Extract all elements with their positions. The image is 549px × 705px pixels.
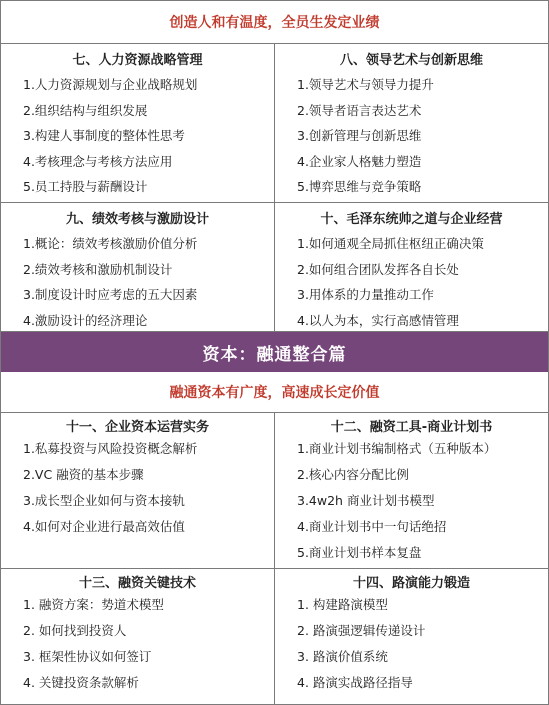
module-financing-tech xyxy=(1,569,275,704)
module-items xyxy=(1,436,274,540)
list-item: 1.私募投资与风险投资概念解析 xyxy=(23,441,198,456)
list-item: 5.商业计划书样本复盘 xyxy=(297,545,422,560)
list-item: 4.考核理念与考核方法应用 xyxy=(23,153,173,169)
section-band: 资本：融通整合篇 xyxy=(1,332,548,372)
top-slogan: 创造人和有温度，全员生发定业绩 xyxy=(1,1,548,44)
module-business-plan xyxy=(275,413,548,569)
list-item: 3.创新管理与创新思维 xyxy=(297,128,422,143)
part1-grid xyxy=(1,44,548,332)
list-item: 3.用体系的力量推动工作 xyxy=(297,287,434,302)
list-item: 4.商业计划书中一句话绝招 xyxy=(297,519,447,534)
list-item: 2. 路演强逻辑传递设计 xyxy=(297,623,426,638)
module-title: 十四、路演能力锻造 xyxy=(352,576,470,591)
module-title: 十一、企业资本运营实务 xyxy=(65,420,209,435)
list-item: 5.员工持股与薪酬设计 xyxy=(23,179,148,194)
module-hr-strategy xyxy=(1,44,275,203)
module-title: 十二、融资工具-商业计划书 xyxy=(330,420,493,435)
list-item: 2.VC 融资的基本步骤 xyxy=(23,467,144,482)
list-item: 4. 关键投资条款解析 xyxy=(23,675,139,690)
list-item: 1.领导艺术与领导力提升 xyxy=(297,77,434,92)
module-title: 十、毛泽东统帅之道与企业经营 xyxy=(320,212,503,227)
list-item: 5.博弈思维与竞争策略 xyxy=(297,179,422,194)
module-title: 八、领导艺术与创新思维 xyxy=(339,53,483,68)
list-item: 1.如何通观全局抓住枢纽正确决策 xyxy=(297,236,484,251)
list-item: 4. 路演实战路径指导 xyxy=(297,675,413,690)
list-item: 2. 如何找到投资人 xyxy=(23,623,127,638)
module-items xyxy=(1,592,274,696)
module-items xyxy=(1,231,274,333)
module-items xyxy=(1,72,274,200)
module-performance xyxy=(1,203,275,332)
module-capital-operation xyxy=(1,413,275,569)
list-item: 2.组织结构与组织发展 xyxy=(23,102,148,118)
module-leadership xyxy=(275,44,548,203)
list-item: 4.如何对企业进行最高效估值 xyxy=(23,519,185,534)
list-item: 1.商业计划书编制格式（五种版本） xyxy=(297,441,497,456)
module-mao-leadership xyxy=(275,203,548,332)
list-item: 4.企业家人格魅力塑造 xyxy=(297,153,422,169)
list-item: 3. 框架性协议如何签订 xyxy=(23,649,152,664)
list-item: 1. 构建路演模型 xyxy=(297,597,388,612)
list-item: 2.如何组合团队发挥各自长处 xyxy=(297,261,459,277)
part2-grid xyxy=(1,413,548,704)
list-item: 3. 路演价值系统 xyxy=(297,649,388,664)
module-items xyxy=(275,436,548,566)
list-item: 2.领导者语言表达艺术 xyxy=(297,102,422,118)
module-items xyxy=(275,592,548,696)
list-item: 3.4w2h 商业计划书模型 xyxy=(297,493,435,508)
module-title: 十三、融资关键技术 xyxy=(78,576,196,591)
module-title: 七、人力资源战略管理 xyxy=(72,53,203,68)
list-item: 1.人力资源规划与企业战略规划 xyxy=(23,77,198,92)
list-item: 4.以人为本，实行高感情管理 xyxy=(297,312,459,328)
list-item: 3.制度设计时应考虑的五大因素 xyxy=(23,287,198,302)
module-items xyxy=(275,72,548,200)
sub-slogan: 融通资本有广度，高速成长定价值 xyxy=(1,372,548,413)
module-title: 九、绩效考核与激励设计 xyxy=(65,212,209,227)
list-item: 1. 融资方案：势道术模型 xyxy=(23,597,164,612)
list-item: 4.激励设计的经济理论 xyxy=(23,312,148,328)
list-item: 2.绩效考核和激励机制设计 xyxy=(23,261,173,277)
list-item: 3.构建人事制度的整体性思考 xyxy=(23,128,185,143)
list-item: 2.核心内容分配比例 xyxy=(297,467,409,482)
module-items xyxy=(275,231,548,333)
list-item: 3.成长型企业如何与资本接轨 xyxy=(23,493,185,508)
module-roadshow xyxy=(275,569,548,704)
list-item: 1.概论：绩效考核激励价值分析 xyxy=(23,236,198,251)
